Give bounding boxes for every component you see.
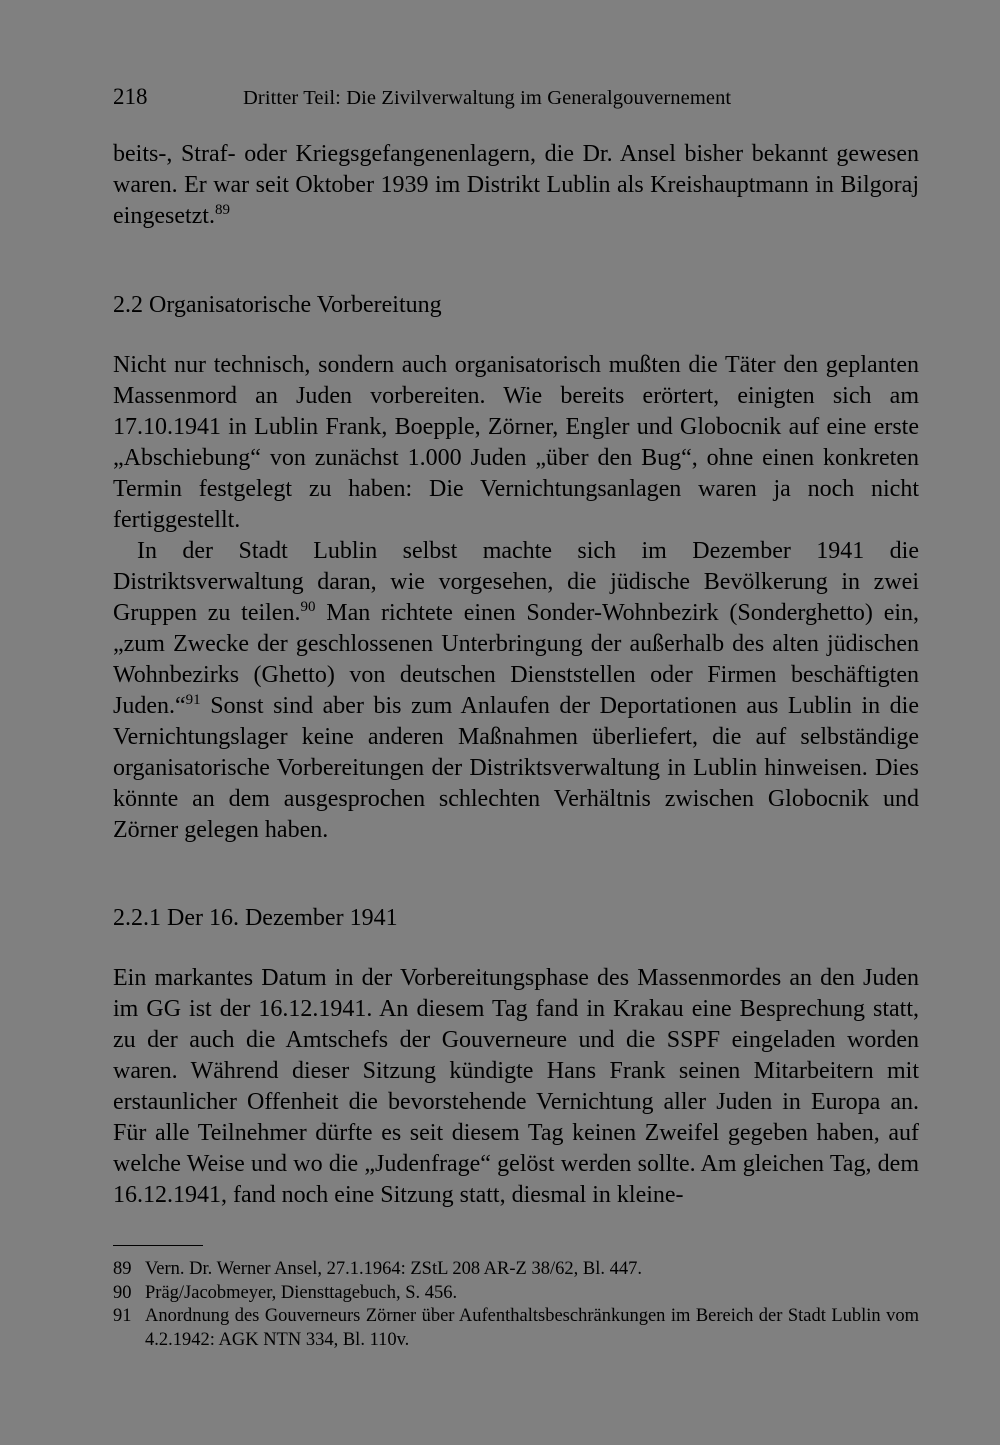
- footnote-ref-91: 91: [185, 692, 201, 708]
- section-2-2-1-body: [113, 963, 919, 1211]
- footnote-number: 89: [113, 1259, 132, 1279]
- footnote-separator: [113, 1245, 203, 1246]
- footnote-ref-90: 90: [300, 599, 316, 615]
- footnote-text: Anordnung des Gouverneurs Zörner über Aufenthaltsbeschränkungen im Bereich der Stadt Lublin vom 4.2.1942: AGK NTN 334, Bl. 110v.: [145, 1306, 919, 1350]
- section-heading-2-2-1: 2.2.1 Der 16. Dezember 1941: [113, 905, 398, 931]
- page-header: [113, 82, 919, 113]
- footnote-89: [113, 1258, 919, 1282]
- footnote-91: [113, 1305, 919, 1352]
- paragraph: In der Stadt Lublin selbst machte sich im Dezember 1941 die Distriktsverwaltung daran, wie vorgesehen, die jüdische Bevölkerung in zwei Gruppen zu teilen.$^{90}$ Man richtete einen Sonder-Wohnbezirk (Sonderghetto) ein, „zum Zwecke der geschlossenen Unterbringung der außerhalb des alten jüdischen Wohnbezirks (Ghetto) von deutschen Dienststellen oder Firmen beschäftigten Juden.“$^{91}$ Sonst sind aber bis zum Anlaufen der Deportationen aus Lublin in die Vernichtungslager keine anderen Maßnahmen überliefert, die auf selbständige organisatorische Vorbereitungen der Distriktsverwaltung in Lublin hinweisen. Dies könnte an dem ausgesprochen schlechten Verhältnis zwischen Globocnik und Zörner gelegen haben.: [113, 538, 920, 843]
- footnotes: [113, 1258, 919, 1352]
- running-title: Dritter Teil: Die Zivilverwaltung im Generalgouvernement: [243, 87, 732, 109]
- footnote-ref-89: 89: [214, 202, 230, 218]
- footnote-number: 91: [113, 1306, 132, 1326]
- paragraph: Nicht nur technisch, sondern auch organisatorisch mußten die Täter den geplanten Massenmord an Juden vorbereiten. Wie bereits erörtert, einigten sich am 17.10.1941 in Lublin Frank, Boepple, Zörner, Engler und Globocnik auf eine erste „Abschiebung“ von zunächst 1.000 Juden „über den Bug“, ohne einen konkreten Termin festgelegt zu haben: Die Vernichtungsanlagen waren ja noch nicht fertiggestellt.: [113, 352, 919, 533]
- section-2-2-body: [113, 350, 919, 846]
- paragraph: Ein markantes Datum in der Vorbereitungsphase des Massenmordes an den Juden im GG ist der 16.12.1941. An diesem Tag fand in Krakau eine Besprechung statt, zu der auch die Amtschefs der Gouverneure und die SSPF eingeladen worden waren. Während dieser Sitzung kündigte Hans Frank seinen Mitarbeitern mit erstaunlicher Offenheit die bevorstehende Vernichtung aller Juden in Europa an. Für alle Teilnehmer dürfte es seit diesem Tag keinen Zweifel gegeben haben, auf welche Weise und wo die „Judenfrage“ gelöst werden sollte. Am gleichen Tag, dem 16.12.1941, fand noch eine Sitzung statt, diesmal in kleine-: [113, 965, 919, 1208]
- footnote-text: Vern. Dr. Werner Ansel, 27.1.1964: ZStL 208 AR-Z 38/62, Bl. 447.: [145, 1259, 642, 1279]
- intro-text: beits-, Straf- oder Kriegsgefangenenlagern, die Dr. Ansel bisher bekannt gewesen waren. Er war seit Oktober 1939 im Distrikt Lublin als Kreishauptmann in Bilgoraj eingesetzt.: [113, 141, 919, 229]
- intro-paragraph: [113, 139, 919, 232]
- intro-paragraph-block: [113, 139, 919, 232]
- footnote-number: 90: [113, 1282, 132, 1303]
- section-heading-2-2: 2.2 Organisatorische Vorbereitung: [113, 292, 442, 318]
- footnote-90: [113, 1282, 919, 1306]
- page-number: 218: [113, 84, 148, 109]
- footnote-text: Präg/Jacobmeyer, Diensttagebuch, S. 456.: [145, 1282, 458, 1303]
